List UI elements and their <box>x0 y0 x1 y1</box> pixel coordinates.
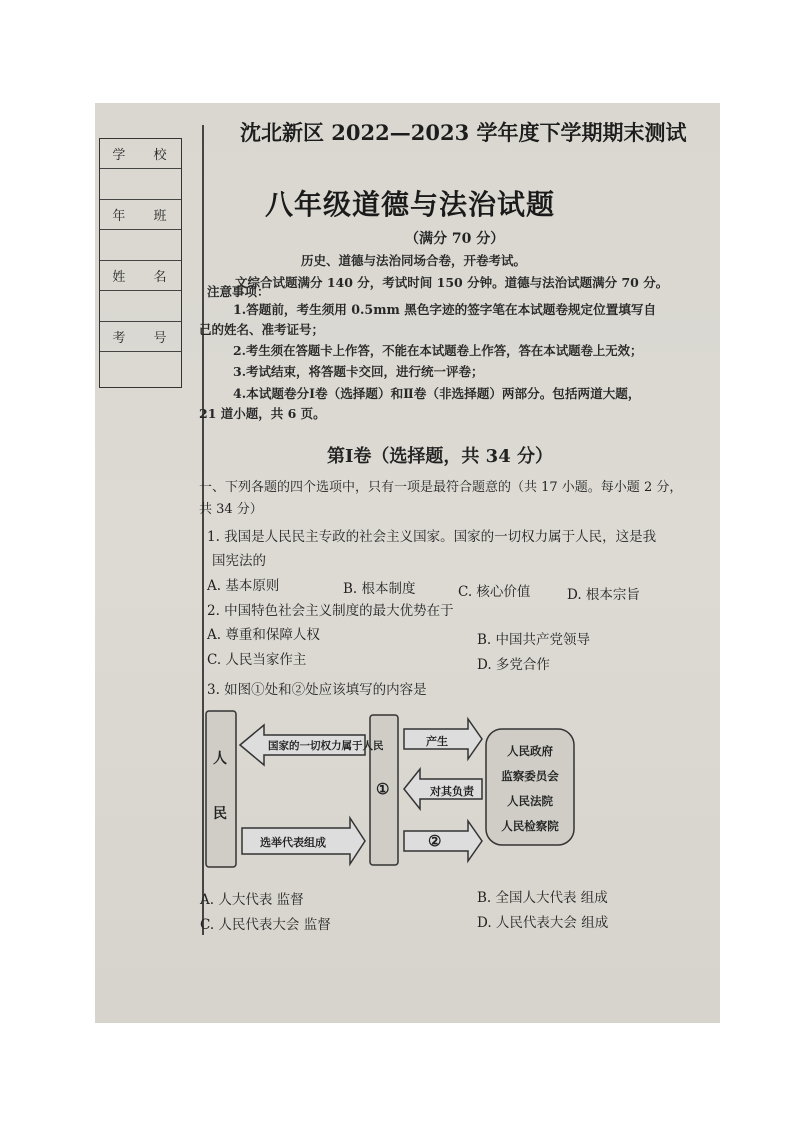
q3-diagram <box>200 703 580 875</box>
notice-item-1a: 1.答题前，考生须用 0.5mm 黑色字迹的签字笔在本试题卷规定位置填写自 <box>233 302 657 317</box>
notice-item-2: 2.考生须在答题卡上作答，不能在本试题卷上作答，答在本试题卷上无效； <box>233 343 643 358</box>
exam-title: 八年级道德与法治试题 <box>265 188 556 221</box>
blank-2-marker: ② <box>428 832 442 850</box>
q3-stem: 3. 如图①处和②处应该填写的内容是 <box>207 682 427 698</box>
q1-option-d[interactable]: D. 根本宗旨 <box>567 587 640 603</box>
notice-item-4b: 21 道小题，共 6 页。 <box>199 406 326 421</box>
people-box <box>206 711 236 867</box>
q2-option-c[interactable]: C. 人民当家作主 <box>207 652 307 668</box>
blank-1-marker: ① <box>376 780 390 798</box>
q1-stem-b: 国宪法的 <box>212 553 266 569</box>
exam-paper <box>95 103 720 1023</box>
organ-procuratorate: 人民检察院 <box>501 819 559 833</box>
full-score-note: （满分 70 分） <box>405 231 505 247</box>
info-label-name: 姓 名 <box>100 261 181 291</box>
section-instruction-b: 共 34 分） <box>199 502 263 517</box>
info-field-name[interactable] <box>100 291 181 322</box>
arrow-elect-label: 选举代表组成 <box>260 836 326 849</box>
notice-item-3: 3.考试结束，将答题卡交回，进行统一评卷； <box>233 364 484 379</box>
info-label-class: 年 班 <box>100 200 181 230</box>
arrow-power-label: 国家的一切权力属于人民 <box>268 740 384 752</box>
section-title: 第Ⅰ卷（选择题，共 34 分） <box>327 446 554 467</box>
people-label-1: 人 <box>213 751 227 767</box>
info-field-id[interactable] <box>100 352 181 383</box>
q2-option-a[interactable]: A. 尊重和保障人权 <box>207 627 320 643</box>
info-label-id: 考 号 <box>100 322 181 352</box>
q1-stem-a: 1. 我国是人民民主专政的社会主义国家。国家的一切权力属于人民，这是我 <box>207 529 657 545</box>
info-field-school[interactable] <box>100 169 181 200</box>
organ-supervisory: 监察委员会 <box>501 769 559 783</box>
organ-court: 人民法院 <box>507 794 553 808</box>
arrow-produce-label: 产生 <box>426 735 448 748</box>
q3-option-d[interactable]: D. 人民代表大会 组成 <box>477 915 609 931</box>
exam-note-2: 文综合试题满分 140 分，考试时间 150 分钟。道德与法治试题满分 70 分。 <box>235 275 669 290</box>
info-field-class[interactable] <box>100 230 181 261</box>
q1-option-c[interactable]: C. 核心价值 <box>458 584 531 600</box>
exam-title-line1: 沈北新区 2022—2023 学年度下学期期末测试 <box>240 120 687 145</box>
student-info-box <box>99 138 182 388</box>
exam-note-1: 历史、道德与法治同场合卷，开卷考试。 <box>301 253 527 268</box>
q1-option-a[interactable]: A. 基本原则 <box>207 578 280 594</box>
q3-option-c[interactable]: C. 人民代表大会 监督 <box>200 917 331 933</box>
q1-option-b[interactable]: B. 根本制度 <box>343 581 416 597</box>
q2-option-b[interactable]: B. 中国共产党领导 <box>477 632 591 648</box>
section-instruction-a: 一、下列各题的四个选项中，只有一项是最符合题意的（共 17 小题。每小题 2 分， <box>199 480 683 495</box>
q2-stem: 2. 中国特色社会主义制度的最大优势在于 <box>207 603 454 619</box>
q3-option-a[interactable]: A. 人大代表 监督 <box>200 892 304 908</box>
arrow-circle-2 <box>404 821 482 861</box>
q2-option-d[interactable]: D. 多党合作 <box>477 657 550 673</box>
people-label-2: 民 <box>213 806 227 822</box>
notice-heading: 注意事项： <box>207 284 270 299</box>
organ-government: 人民政府 <box>507 744 553 758</box>
state-organs-list <box>486 739 574 839</box>
notice-item-1b: 己的姓名、准考证号； <box>199 322 325 337</box>
arrow-responsible-label: 对其负责 <box>430 785 474 798</box>
info-label-school: 学 校 <box>100 139 181 169</box>
notice-item-4a: 4.本试题卷分Ⅰ卷（选择题）和Ⅱ卷（非选择题）两部分。包括两道大题， <box>233 386 641 401</box>
q3-option-b[interactable]: B. 全国人大代表 组成 <box>477 890 608 906</box>
